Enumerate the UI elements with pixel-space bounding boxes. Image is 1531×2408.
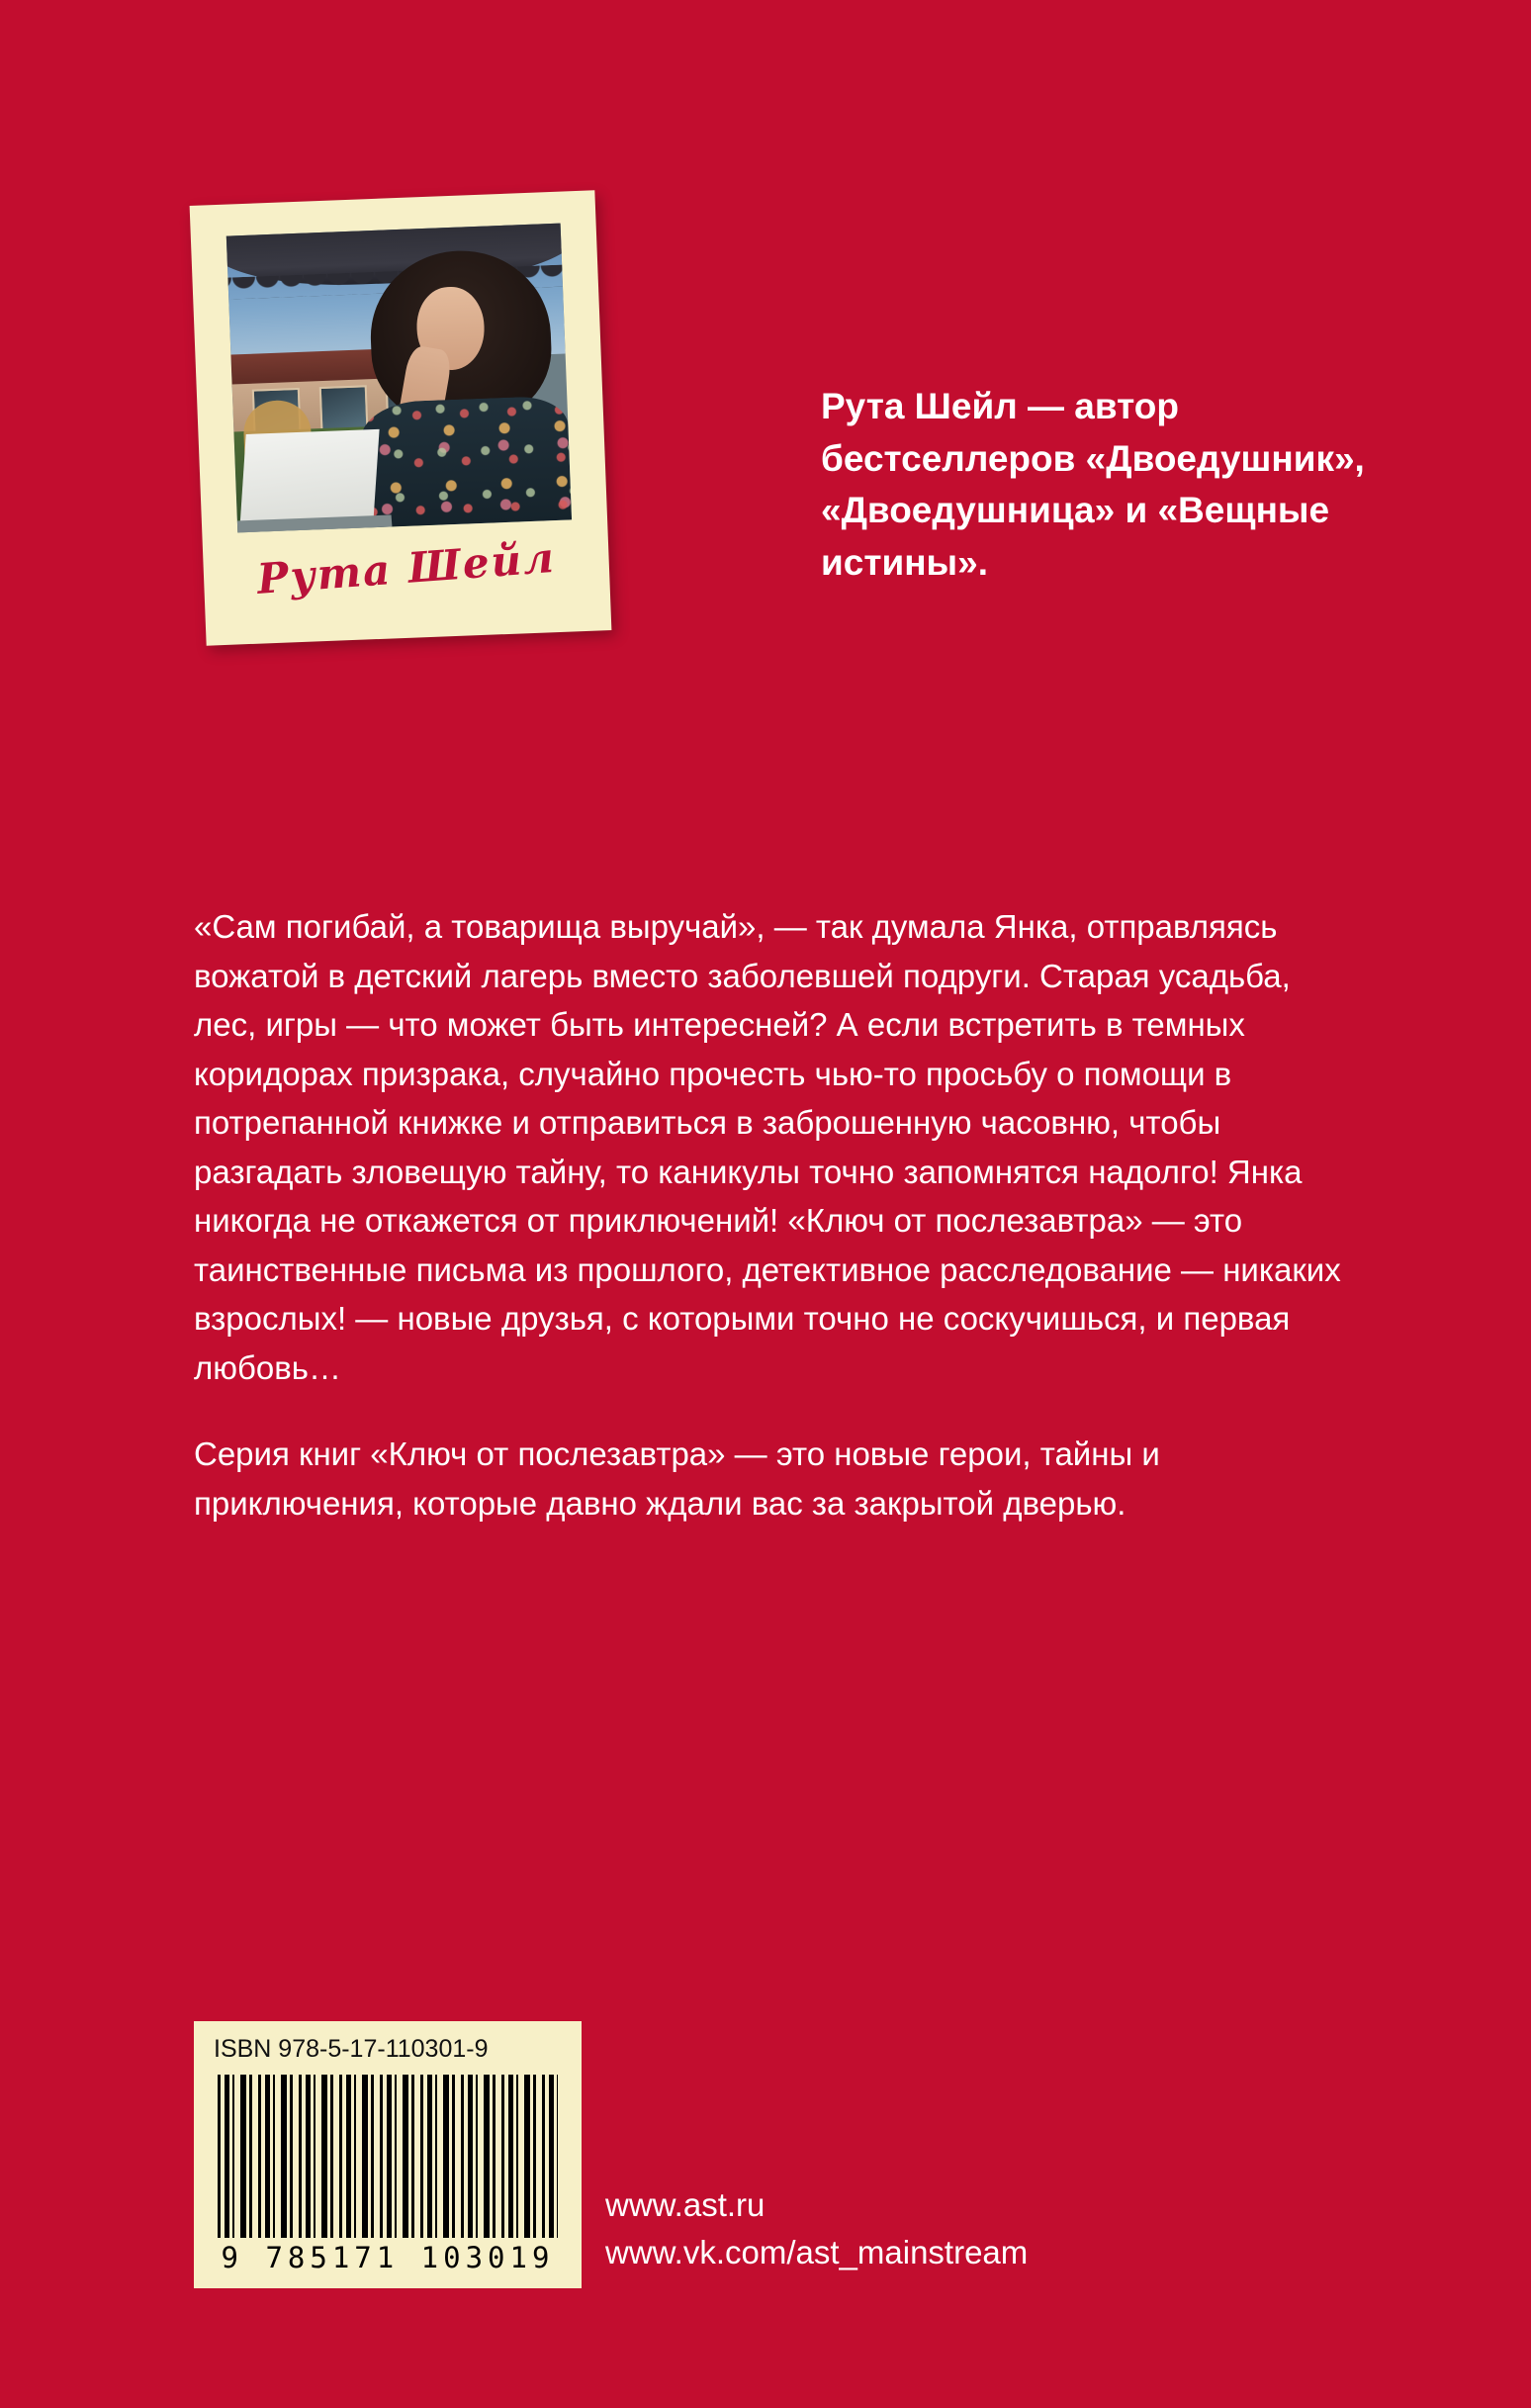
back-cover-blurb — [194, 902, 1361, 1528]
photo-person-dress — [360, 396, 572, 528]
author-headline: Рута Шейл — автор бестселлеров «Двоедушник», «Двоедушница» и «Вещные истины». — [821, 386, 1365, 583]
author-photo-card — [190, 190, 612, 645]
barcode-bars — [218, 2075, 558, 2238]
publisher-links — [605, 2181, 1028, 2276]
barcode-digits: 9 785171 103019 — [221, 2241, 555, 2274]
blurb-paragraph-2: Серия книг «Ключ от послезавтра» — это новые герои, тайны и приключения, которые давно ждали вас за закрытой дверью. — [194, 1436, 1160, 1522]
photo-window — [319, 385, 369, 432]
isbn-barcode-block — [194, 2021, 582, 2288]
photo-laptop — [239, 429, 380, 533]
isbn-label: ISBN 978-5-17-110301-9 — [214, 2035, 489, 2063]
blurb-paragraph-1: «Сам погибай, а товарища выручай», — так думала Янка, отправляясь вожатой в детский лагерь вместо заболевшей подруги. Старая усадьба, лес, игры — что может быть интересней? А если встретить в темных коридорах призрака, случайно прочесть чью-то просьбу о помощи в потрепанной книжке и отправиться в заброшенную часовню, чтобы разгадать зловещую тайну, то каникулы точно запомнятся надолго! Янка никогда не откажется от приключений! «Ключ от послезавтра» — это таинственные письма из прошлого, детективное расследование — никаких взрослых! — новые друзья, с которыми точно не соскучишься, и первая любовь… — [194, 908, 1341, 1386]
author-photo — [226, 224, 572, 533]
link-vk-mainstream[interactable]: www.vk.com/ast_mainstream — [605, 2233, 1029, 2270]
author-signature: Рута Шейл — [255, 532, 558, 603]
link-ast-site[interactable]: www.ast.ru — [605, 2186, 766, 2223]
